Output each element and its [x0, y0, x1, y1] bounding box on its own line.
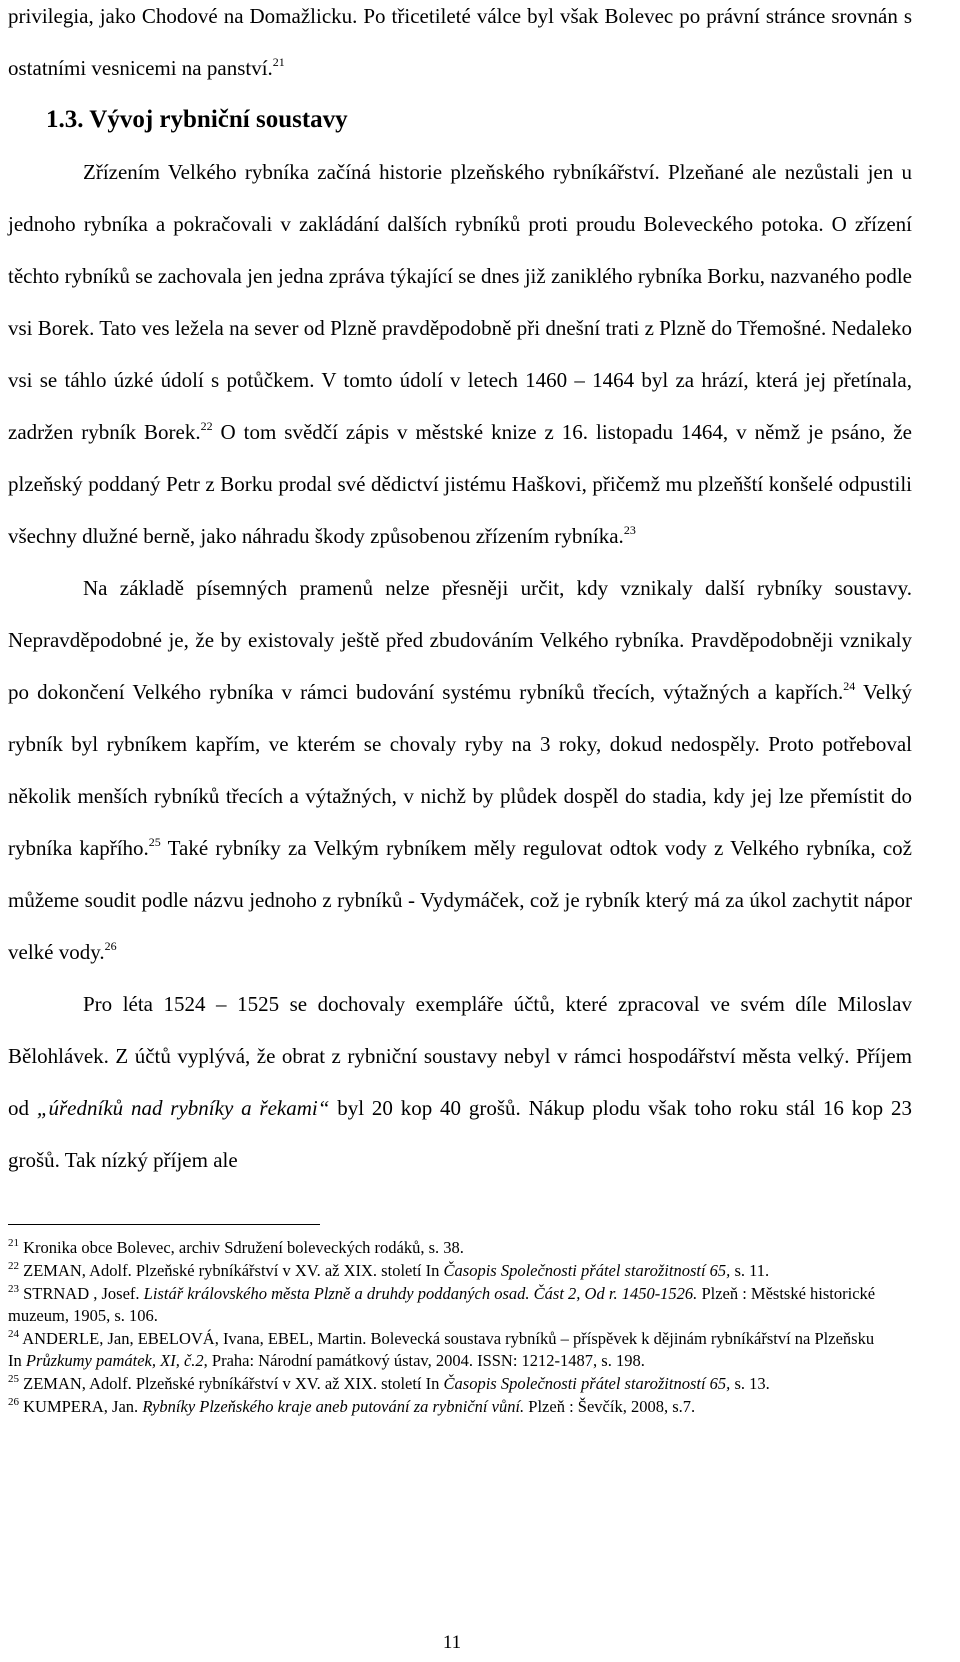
footnote-title: Časopis Společnosti přátel starožitností 65, [443, 1374, 731, 1393]
footnote-23 [8, 1283, 888, 1327]
quoted-phrase: „úředníků nad rybníky a řekami“ [36, 1096, 330, 1120]
footnote-text: Plzeň : Městské historické muzeum, 1905, s. 106. [8, 1284, 876, 1325]
section-heading: 1.3. Vývoj rybniční soustavy [46, 106, 348, 133]
footnote-text: s. 11. [730, 1261, 770, 1280]
page-number: 11 [442, 1632, 462, 1653]
footnote-number: 22 [8, 1260, 19, 1272]
footnote-ref[interactable]: 24 [843, 679, 856, 693]
footnote-text: ZEMAN, Adolf. Plzeňské rybníkářství v XV. až XIX. století In [19, 1261, 444, 1280]
paragraph-text: Také rybníky za Velkým rybníkem měly regulovat odtok vody z Velkého rybníka, což můžeme soudit podle názvu jednoho z rybníků - Vydymáček, což je rybník který má za úkol zachytit nápor velké vody. [8, 836, 912, 964]
footnote-number: 21 [8, 1237, 19, 1249]
footnote-title: Časopis Společnosti přátel starožitností 65, [443, 1261, 731, 1280]
paragraph [8, 978, 912, 1186]
footnote-number: 26 [8, 1396, 19, 1408]
paragraph-text: byl 20 kop 40 grošů. Nákup plodu však toho roku stál 16 kop 23 grošů. Tak nízký příjem ale [8, 1096, 913, 1172]
footnote-title: Průzkumy památek, XI, č.2 [25, 1351, 204, 1370]
footnote-text: ANDERLE, Jan, EBELOVÁ, Ivana, EBEL, Martin. Bolevecká soustava rybníků – příspěvek k dějinám rybníkářství na Plzeňsku In [8, 1329, 875, 1370]
paragraph-text: privilegia, jako Chodové na Domažlicku. Po třicetileté válce byl však Bolevec po právní stránce srovnán s ostatními vesnicemi na panství. [8, 4, 912, 80]
footnote-ref[interactable]: 25 [148, 835, 161, 849]
footnote-title: Listář královského města Plzně a druhdy poddaných osad. Část 2, Od r. 1450-1526. [143, 1284, 698, 1303]
paragraph [8, 146, 912, 562]
footnote-text: STRNAD , Josef. [19, 1284, 144, 1303]
footnote-24 [8, 1328, 888, 1372]
footnote-ref[interactable]: 22 [200, 419, 213, 433]
paragraph-text: Velký rybník byl rybníkem kapřím, ve kterém se chovaly ryby na 3 roky, dokud nedospěly. Proto potřeboval několik menších rybníků třecích a výtažných, v nichž by plůdek dospěl do stadia, kdy jej lze přemístit do rybníka kapřího. [8, 680, 912, 860]
footnote-number: 24 [8, 1328, 19, 1340]
footnote-title: Rybníky Plzeňského kraje aneb putování za rybniční vůní. [142, 1397, 525, 1416]
footnote-number: 23 [8, 1283, 19, 1295]
paragraph-continued [8, 0, 912, 94]
body-text [8, 0, 912, 1186]
paragraph-text: O tom svědčí zápis v městské knize z 16. listopadu 1464, v němž je psáno, že plzeňský poddaný Petr z Borku prodal své dědictví jistému Haškovi, přičemž mu plzeňští konšelé odpustili všechny dlužné berně, jako náhradu škody způsobenou zřízením rybníka. [8, 420, 912, 548]
paragraph-text: Pro léta 1524 – 1525 se dochovaly exempláře účtů, které zpracoval ve svém díle Miloslav Bělohlávek. Z účtů vyplývá, že obrat z rybniční soustavy nebyl v rámci hospodářství města velký. Příjem od [8, 992, 912, 1120]
footnote-number: 25 [8, 1373, 19, 1385]
footnote-21 [8, 1237, 888, 1259]
footnote-text: , Praha: Národní památkový ústav, 2004. ISSN: 1212-1487, s. 198. [203, 1351, 645, 1370]
footnote-ref[interactable]: 23 [623, 523, 636, 537]
footnotes [8, 1237, 888, 1419]
footnote-separator [8, 1224, 320, 1225]
footnote-text: Kronika obce Bolevec, archiv Sdružení boleveckých rodáků, s. 38. [19, 1238, 464, 1257]
paragraph-text: Na základě písemných pramenů nelze přesněji určit, kdy vznikaly další rybníky soustavy. Nepravděpodobné je, že by existovaly ještě před zbudováním Velkého rybníka. Pravděpodobněji vznikaly po dokončení Velkého rybníka v rámci budování systému rybníků třecích, výtažných a kapřích. [8, 576, 912, 704]
paragraph [8, 562, 912, 978]
footnote-text: Plzeň : Ševčík, 2008, s.7. [524, 1397, 696, 1416]
footnote-25 [8, 1373, 888, 1395]
footnote-text: KUMPERA, Jan. [19, 1397, 143, 1416]
footnote-ref[interactable]: 26 [104, 939, 117, 953]
footnote-22 [8, 1260, 888, 1282]
footnote-26 [8, 1396, 888, 1418]
paragraph-text: Zřízením Velkého rybníka začíná historie plzeňského rybníkářství. Plzeňané ale nezůstali jen u jednoho rybníka a pokračovali v zakládání dalších rybníků proti proudu Boleveckého potoka. O zřízení těchto rybníků se zachovala jen jedna zpráva týkající se dnes již zaniklého rybníka Borku, nazvaného podle vsi Borek. Tato ves ležela na sever od Plzně pravděpodobně při dnešní trati z Plzně do Třemošné. Nedaleko vsi se táhlo úzké údolí s potůčkem. V tomto údolí v letech 1460 – 1464 byl za hrází, která jej přetínala, zadržen rybník Borek. [8, 160, 912, 444]
footnote-text: ZEMAN, Adolf. Plzeňské rybníkářství v XV. až XIX. století In [19, 1374, 444, 1393]
footnote-text: s. 13. [730, 1374, 770, 1393]
footnote-ref[interactable]: 21 [272, 55, 285, 69]
